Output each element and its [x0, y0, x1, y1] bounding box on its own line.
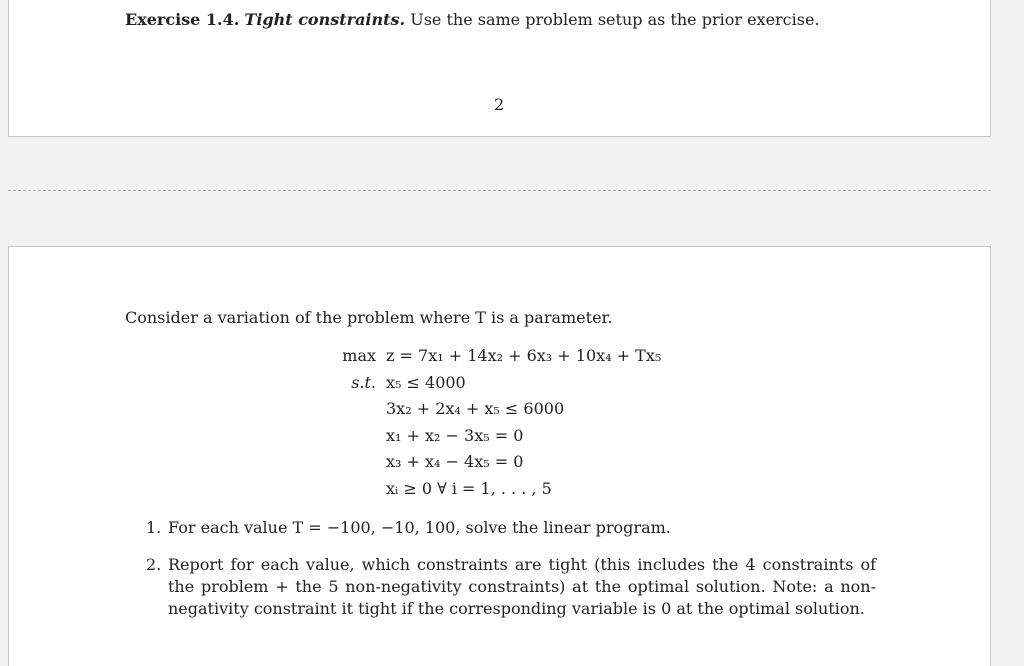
objective-label: max — [342, 346, 376, 365]
exercise-label: Exercise 1.4. — [125, 10, 240, 29]
constraint-3: x₁ + x₂ − 3x₅ = 0 — [386, 426, 524, 445]
exercise-intro: Use the same problem setup as the prior exercise. — [410, 10, 820, 29]
objective-function: z = 7x₁ + 14x₂ + 6x₃ + 10x₄ + Tx₅ — [386, 346, 662, 365]
page-number: 2 — [494, 95, 505, 114]
page-separator — [8, 190, 991, 191]
constraint-4: x₃ + x₄ − 4x₅ = 0 — [386, 452, 524, 471]
constraint-1: x₅ ≤ 4000 — [386, 373, 466, 392]
task-number: 1. — [146, 518, 162, 537]
task-number: 2. — [146, 555, 162, 574]
lead-paragraph: Consider a variation of the problem where T is a parameter. — [125, 308, 613, 327]
task-text: Report for each value, which constraints are tight (this includes the 4 constraints of the problem + the 5 non-negativity constraints) at the optimal solution. Note: a non-negativity constraint it tight if the corresponding variable is 0 at the optimal solution. — [168, 555, 876, 618]
constraint-nonnegativity: xᵢ ≥ 0 ∀ i = 1, . . . , 5 — [386, 479, 552, 498]
task-text: For each value T = −100, −10, 100, solve the linear program. — [168, 518, 671, 537]
constraint-2: 3x₂ + 2x₄ + x₅ ≤ 6000 — [386, 399, 565, 418]
exercise-heading — [125, 10, 820, 30]
subject-to-label: s.t. — [351, 373, 376, 392]
exercise-title: Tight constraints. — [244, 10, 406, 29]
